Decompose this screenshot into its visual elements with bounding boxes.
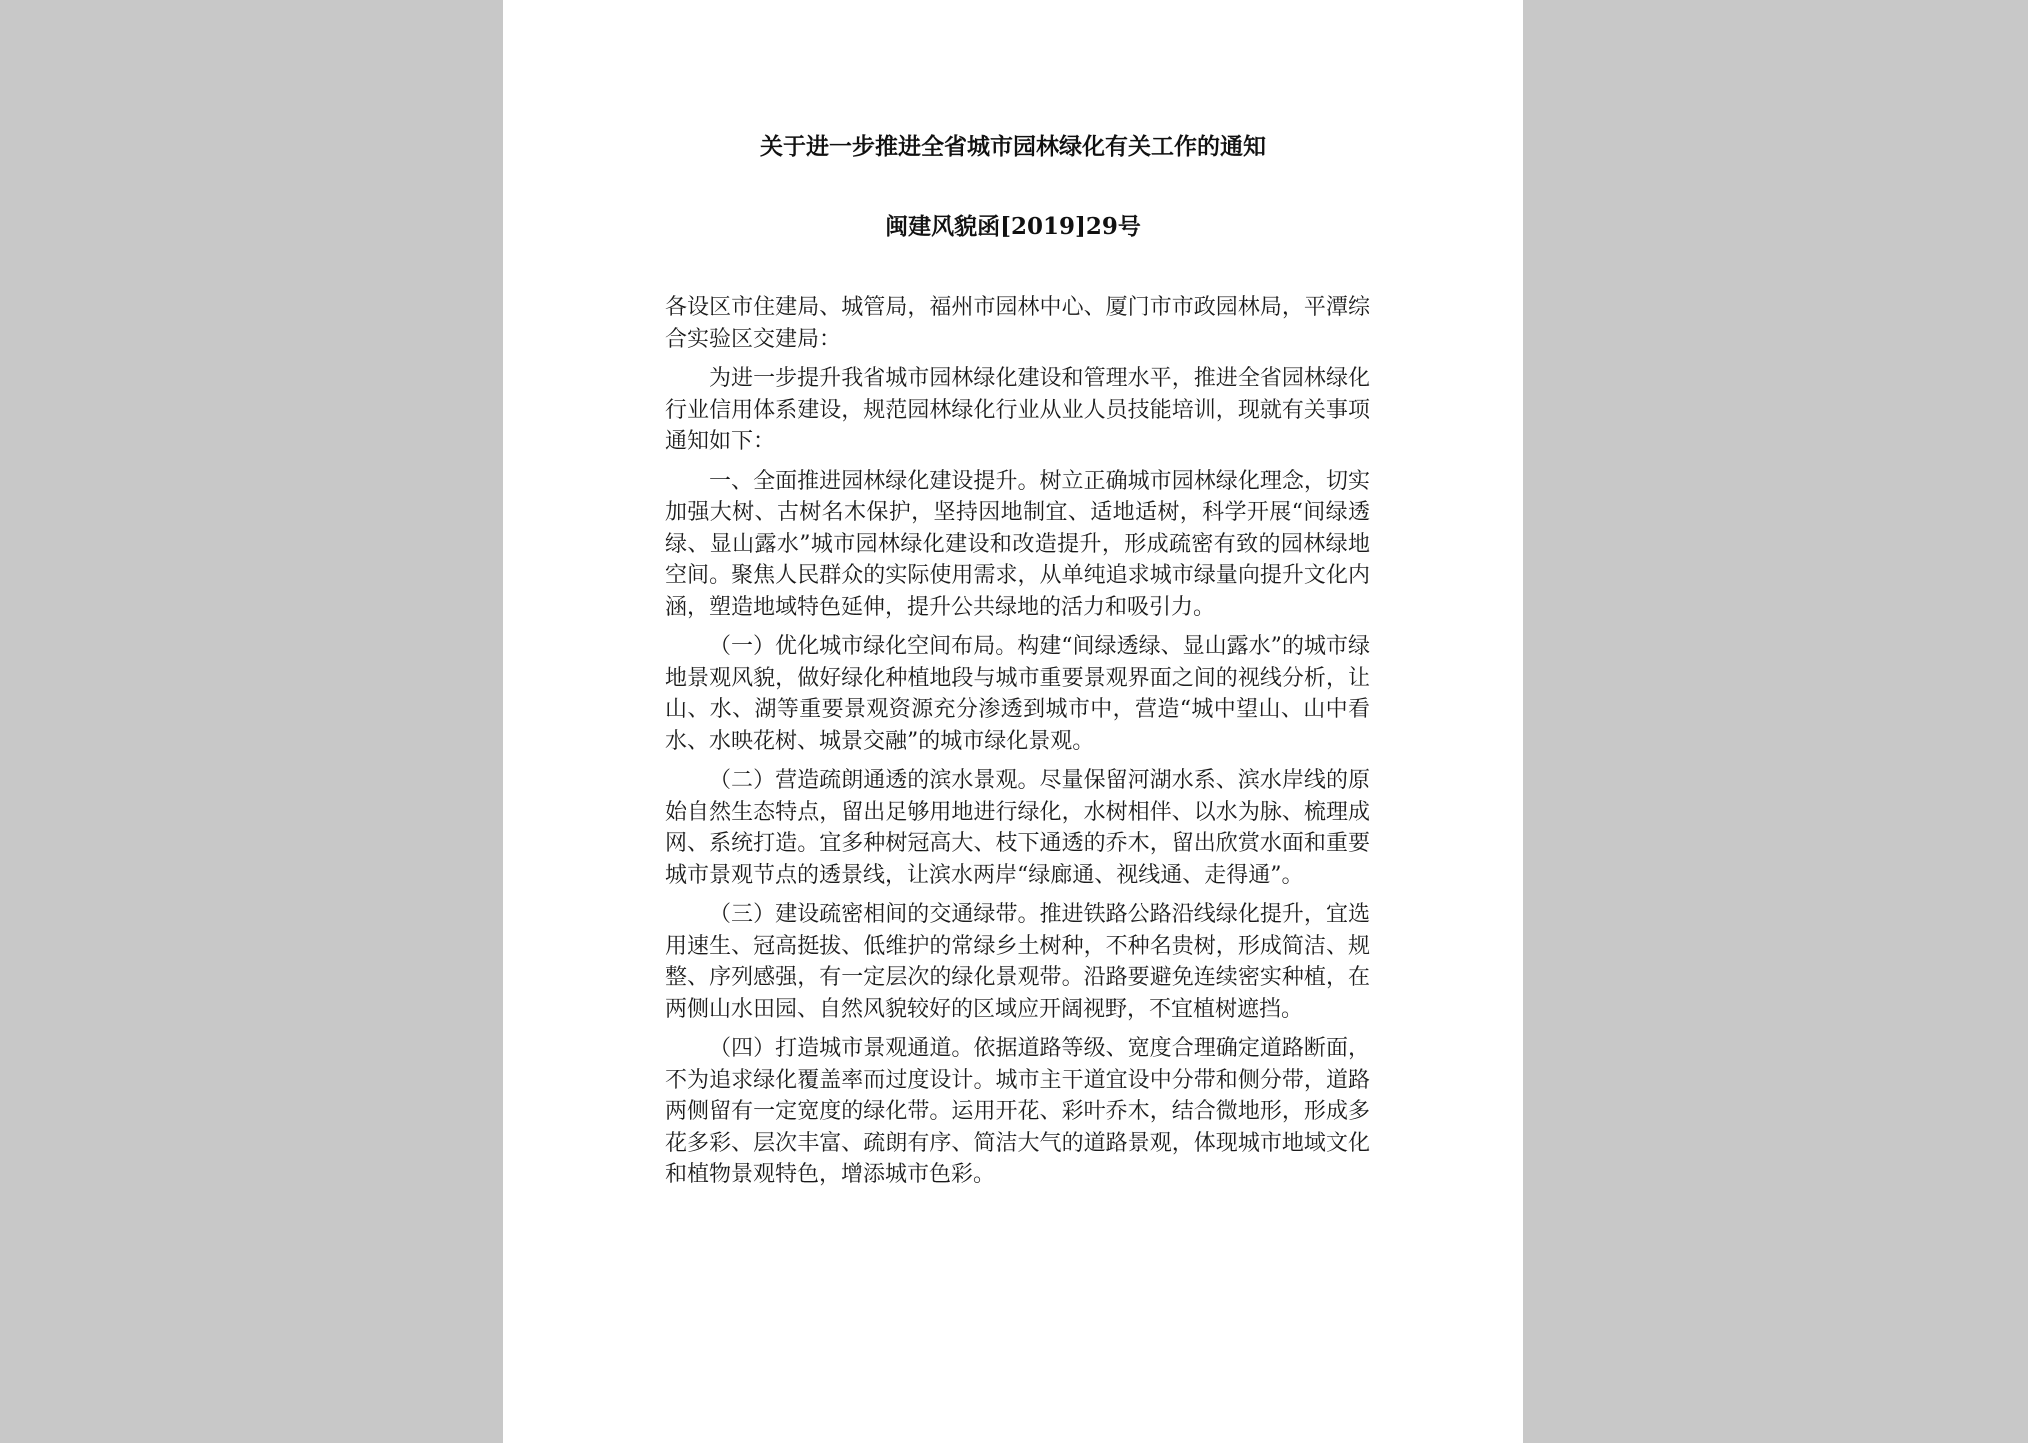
- subsection-2-paragraph: （二）营造疏朗通透的滨水景观。尽量保留河湖水系、滨水岸线的原始自然生态特点，留出足够用地进行绿化，水树相伴、以水为脉、梳理成网、系统打造。宜多种树冠高大、枝下通透的乔木，留出欣赏水面和重要城市景观节点的透景线，让滨水两岸“绿廊通、视线通、走得通”。: [665, 768, 1370, 888]
- document-page: [503, 0, 1523, 1443]
- salutation: 各设区市住建局、城管局，福州市园林中心、厦门市市政园林局，平潭综合实验区交建局：: [665, 295, 1370, 352]
- document-title: 关于进一步推进全省城市园林绿化有关工作的通知: [760, 133, 1266, 160]
- intro-paragraph: 为进一步提升我省城市园林绿化建设和管理水平，推进全省园林绿化行业信用体系建设，规范园林绿化行业从业人员技能培训，现就有关事项通知如下：: [665, 366, 1370, 454]
- subsection-3-paragraph: （三）建设疏密相间的交通绿带。推进铁路公路沿线绿化提升，宜选用速生、冠高挺拔、低维护的常绿乡土树种，不种名贵树，形成简洁、规整、序列感强，有一定层次的绿化景观带。沿路要避免连续密实种植，在两侧山水田园、自然风貌较好的区域应开阔视野，不宜植树遮挡。: [665, 902, 1370, 1022]
- document-number: 闽建风貌函[2019]29号: [885, 213, 1141, 240]
- subsection-1-paragraph: （一）优化城市绿化空间布局。构建“间绿透绿、显山露水”的城市绿地景观风貌，做好绿化种植地段与城市重要景观界面之间的视线分析，让山、水、湖等重要景观资源充分渗透到城市中，营造“城中望山、山中看水、水映花树、城景交融”的城市绿化景观。: [665, 634, 1370, 754]
- section-1-paragraph: 一、全面推进园林绿化建设提升。树立正确城市园林绿化理念，切实加强大树、古树名木保护，坚持因地制宜、适地适树，科学开展“间绿透绿、显山露水”城市园林绿化建设和改造提升，形成疏密有致的园林绿地空间。聚焦人民群众的实际使用需求，从单纯追求城市绿量向提升文化内涵，塑造地域特色延伸，提升公共绿地的活力和吸引力。: [665, 468, 1370, 620]
- subsection-4-paragraph: （四）打造城市景观通道。依据道路等级、宽度合理确定道路断面，不为追求绿化覆盖率而过度设计。城市主干道宜设中分带和侧分带，道路两侧留有一定宽度的绿化带。运用开花、彩叶乔木，结合微地形，形成多花多彩、层次丰富、疏朗有序、简洁大气的道路景观，体现城市地域文化和植物景观特色，增添城市色彩。: [665, 1036, 1370, 1187]
- document-body: [665, 292, 1370, 1199]
